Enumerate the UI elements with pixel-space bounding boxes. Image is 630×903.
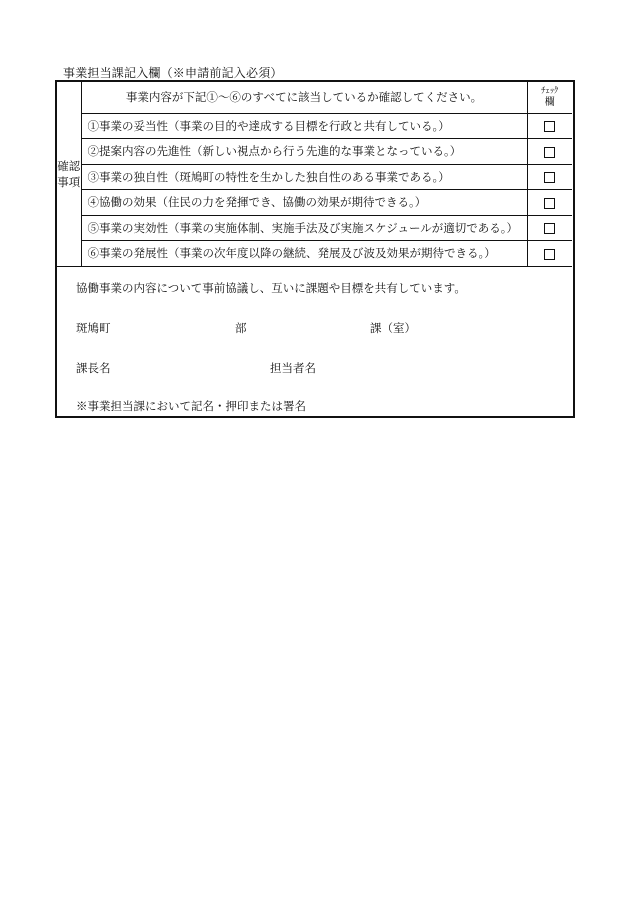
- form-heading: 事業担当課記入欄（※申請前記入必須）: [63, 66, 283, 80]
- checklist-row: [57, 164, 572, 190]
- instruction-text: 事業内容が下記①～⑥のすべてに該当しているか確認してください。: [81, 82, 527, 113]
- checklist-row: [57, 215, 572, 241]
- chief-name-label: 課長名: [76, 361, 111, 375]
- checklist-item-2: ②提案内容の先進性（新しい視点から行う先進的な事業となっている。）: [81, 139, 527, 165]
- checklist-item-3: ③事業の独自性（斑鳩町の特性を生かした独自性のある事業である。）: [81, 164, 527, 190]
- side-label-cell: [57, 82, 81, 266]
- checklist-row: [57, 241, 572, 267]
- person-in-charge-label: 担当者名: [270, 361, 316, 375]
- checklist-row: [57, 113, 572, 139]
- check-column-header: [527, 82, 572, 113]
- checkbox-5[interactable]: [544, 223, 555, 234]
- checkbox-3[interactable]: [544, 172, 555, 183]
- checklist-item-4: ④協働の効果（住民の力を発揮でき、協働の効果が期待できる。）: [81, 190, 527, 216]
- checklist-item-6: ⑥事業の発展性（事業の次年度以降の継続、発展及び波及効果が期待できる。）: [81, 241, 527, 267]
- signature-section: [57, 270, 572, 415]
- checkbox-1[interactable]: [544, 121, 555, 132]
- department-label: 部: [235, 321, 247, 335]
- checkbox-2[interactable]: [544, 147, 555, 158]
- checklist-row: [57, 190, 572, 216]
- checkbox-6[interactable]: [544, 249, 555, 260]
- checklist-table: [57, 82, 572, 267]
- checklist-row: [57, 139, 572, 165]
- signature-note: ※事業担当課において記名・押印または署名: [76, 399, 306, 413]
- town-label: 斑鳩町: [76, 321, 111, 335]
- checklist-item-1: ①事業の妥当性（事業の目的や達成する目標を行政と共有している。）: [81, 113, 527, 139]
- check-column-label-2: 欄: [544, 97, 555, 109]
- section-label: 課（室）: [370, 321, 416, 335]
- agreement-text: 協働事業の内容について事前協議し、互いに課題や目標を共有しています。: [76, 281, 466, 295]
- side-label: 確認事項: [57, 158, 81, 189]
- confirmation-form: [55, 80, 575, 418]
- checkbox-4[interactable]: [544, 198, 555, 209]
- header-row: [57, 82, 572, 113]
- checklist-item-5: ⑤事業の実効性（事業の実施体制、実施手法及び実施スケジュールが適切である。）: [81, 215, 527, 241]
- check-column-label-1: ﾁｪｯｸ: [541, 86, 559, 97]
